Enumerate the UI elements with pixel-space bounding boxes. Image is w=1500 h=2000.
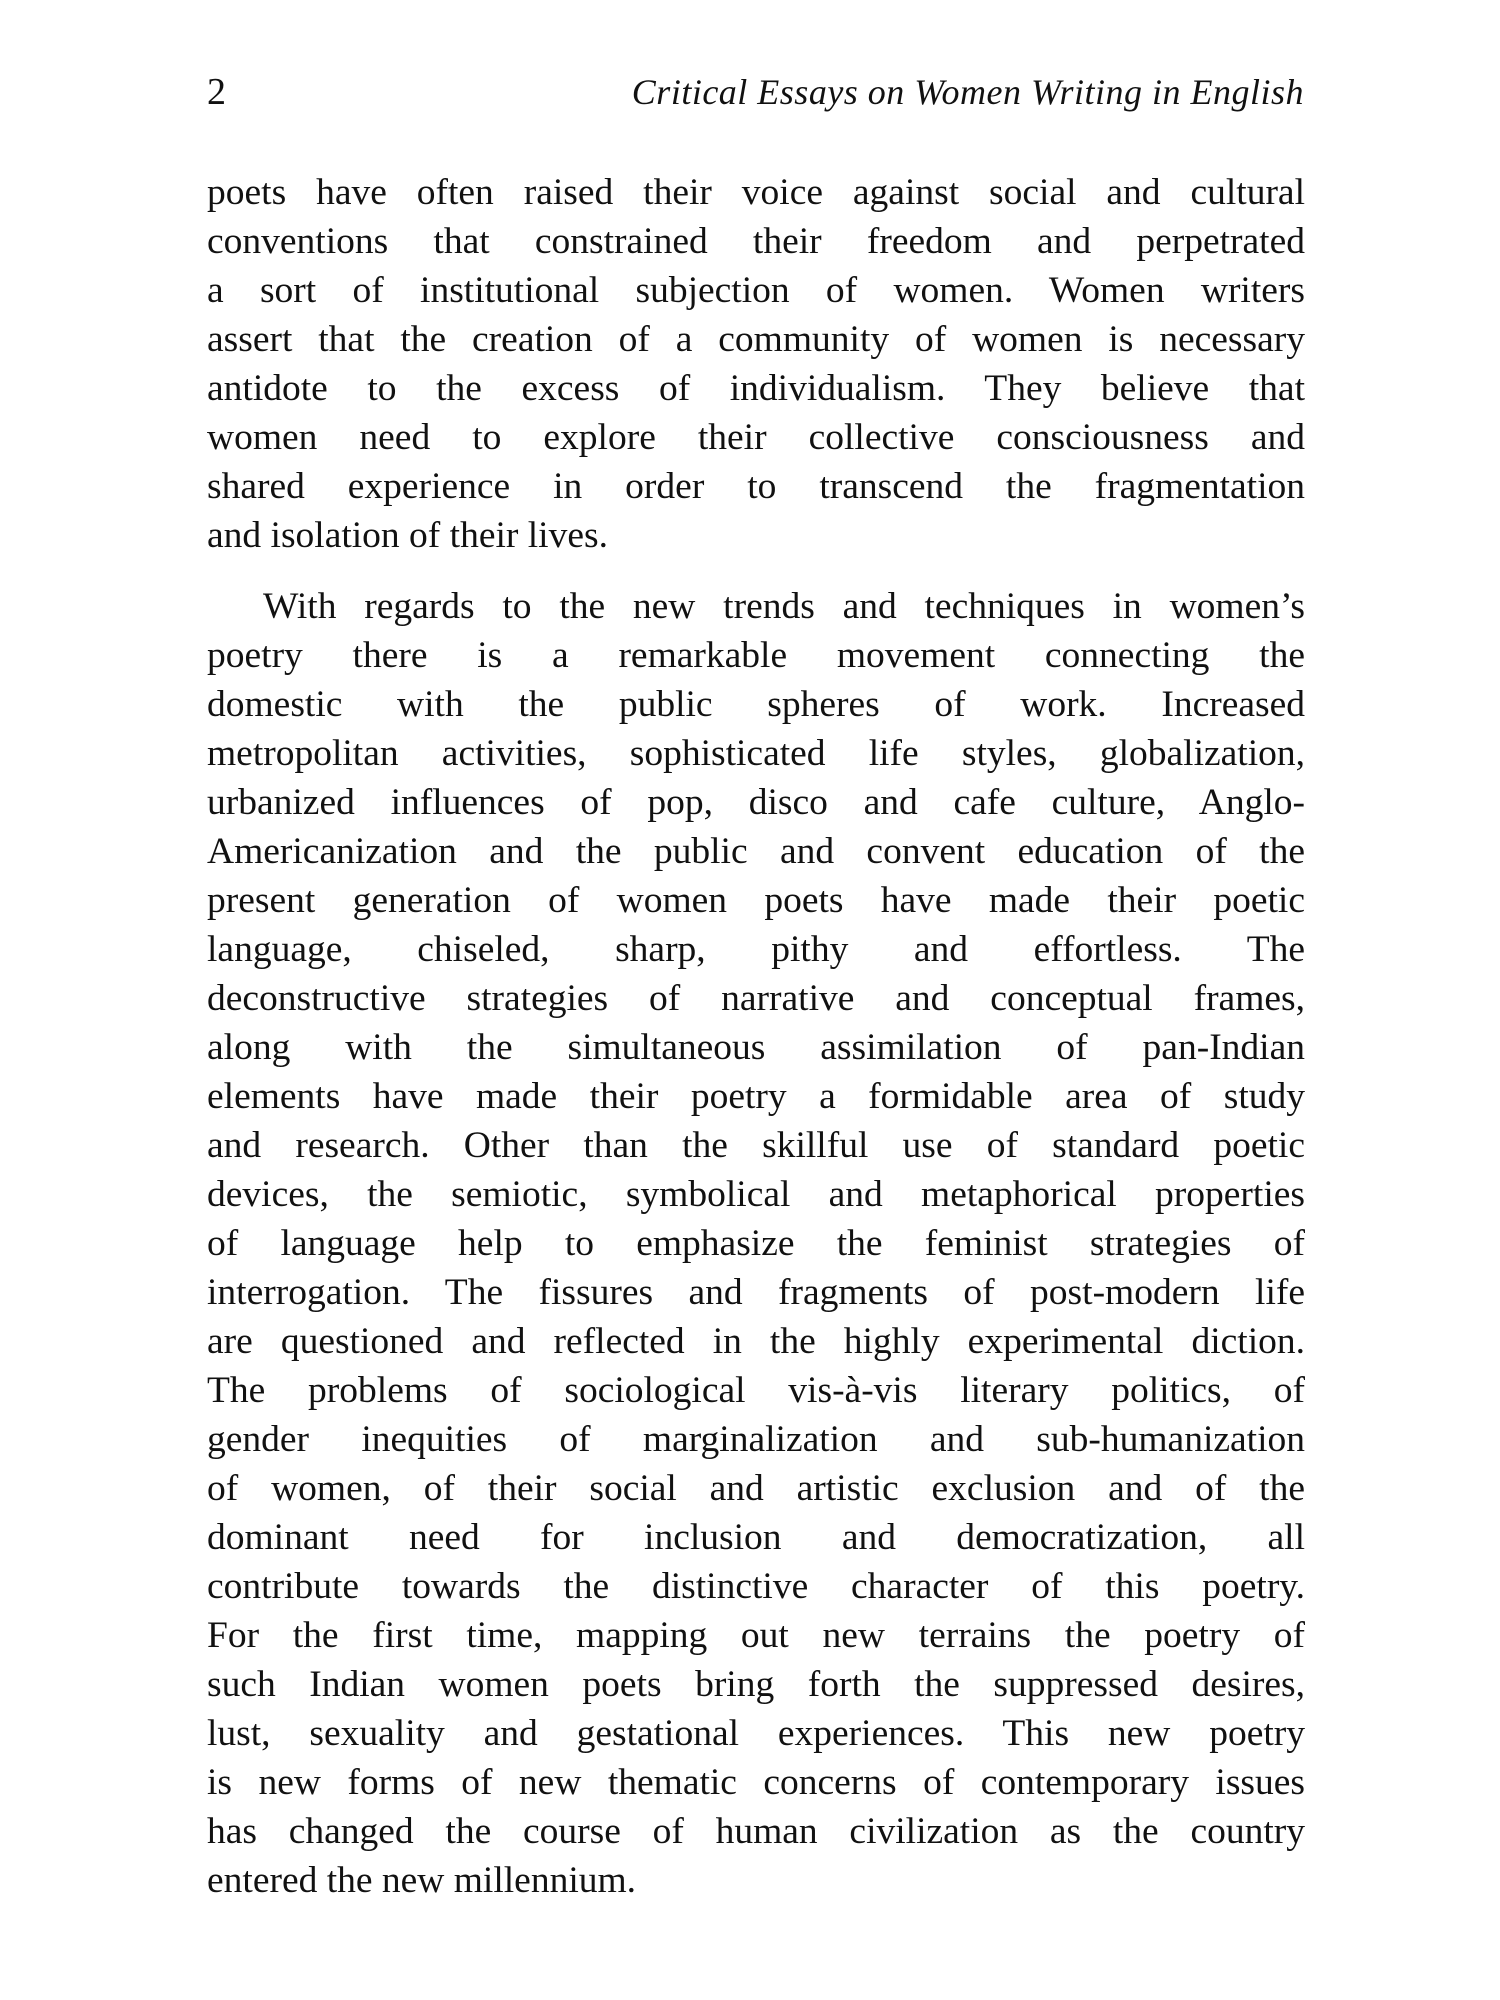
text-line: present generation of women poets have made their poetic: [207, 880, 1305, 921]
text-line: domestic with the public spheres of work. Increased: [207, 684, 1305, 725]
text-line: a sort of institutional subjection of women. Women writers: [207, 270, 1305, 311]
paragraph-2: [207, 582, 1305, 1905]
text-line: has changed the course of human civilization as the country: [207, 1811, 1305, 1852]
text-line: Americanization and the public and convent education of the: [207, 831, 1305, 872]
text-line: antidote to the excess of individualism. They believe that: [207, 368, 1305, 409]
text-line: language, chiseled, sharp, pithy and effortless. The: [207, 929, 1305, 970]
text-line: conventions that constrained their freedom and perpetrated: [207, 221, 1305, 262]
text-line: For the first time, mapping out new terrains the poetry of: [207, 1615, 1305, 1656]
text-line: along with the simultaneous assimilation of pan-Indian: [207, 1027, 1305, 1068]
page-number: 2: [207, 71, 226, 113]
text-line: poets have often raised their voice against social and cultural: [207, 172, 1305, 213]
text-line: dominant need for inclusion and democratization, all: [207, 1517, 1305, 1558]
text-line: assert that the creation of a community of women is necessary: [207, 319, 1305, 360]
text-line: metropolitan activities, sophisticated life styles, globalization,: [207, 733, 1305, 774]
text-line: entered the new millennium.: [207, 1860, 637, 1901]
text-line: deconstructive strategies of narrative and conceptual frames,: [207, 978, 1305, 1019]
text-line: With regards to the new trends and techniques in women’s: [263, 586, 1305, 627]
text-line: women need to explore their collective consciousness and: [207, 417, 1305, 458]
text-line: of women, of their social and artistic exclusion and of the: [207, 1468, 1305, 1509]
running-head-title: Critical Essays on Women Writing in English: [631, 72, 1304, 112]
text-line: urbanized influences of pop, disco and cafe culture, Anglo-: [207, 782, 1305, 823]
text-line: is new forms of new thematic concerns of contemporary issues: [207, 1762, 1305, 1803]
text-line: contribute towards the distinctive character of this poetry.: [207, 1566, 1305, 1607]
text-line: and research. Other than the skillful use of standard poetic: [207, 1125, 1305, 1166]
text-line: poetry there is a remarkable movement connecting the: [207, 635, 1305, 676]
text-line: of language help to emphasize the feminist strategies of: [207, 1223, 1305, 1264]
text-line: such Indian women poets bring forth the suppressed desires,: [207, 1664, 1305, 1705]
text-line: lust, sexuality and gestational experiences. This new poetry: [207, 1713, 1305, 1754]
text-line: interrogation. The fissures and fragments of post-modern life: [207, 1272, 1305, 1313]
text-line: and isolation of their lives.: [207, 515, 608, 556]
text-line: gender inequities of marginalization and sub-humanization: [207, 1419, 1305, 1460]
body-text: [207, 168, 1305, 1905]
text-line: elements have made their poetry a formidable area of study: [207, 1076, 1305, 1117]
text-line: shared experience in order to transcend the fragmentation: [207, 466, 1305, 507]
paragraph-1: [207, 168, 1305, 560]
text-line: devices, the semiotic, symbolical and metaphorical properties: [207, 1174, 1305, 1215]
text-line: are questioned and reflected in the highly experimental diction.: [207, 1321, 1305, 1362]
text-line: The problems of sociological vis-à-vis literary politics, of: [207, 1370, 1305, 1411]
